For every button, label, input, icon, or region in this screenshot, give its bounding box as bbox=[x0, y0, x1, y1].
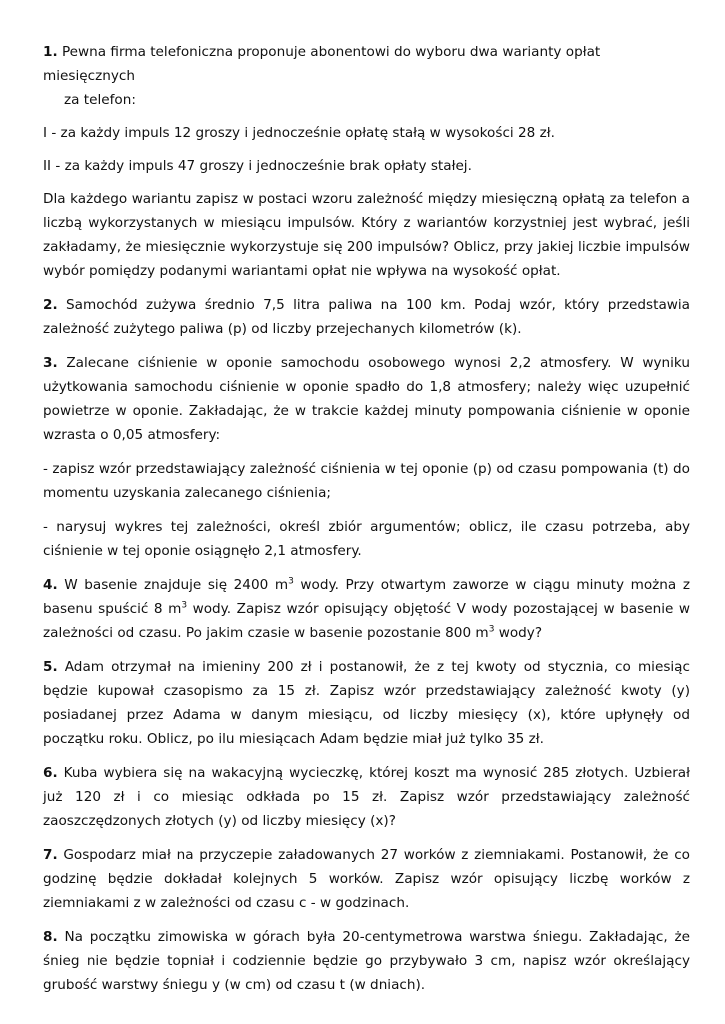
task-number: 1. bbox=[43, 44, 58, 60]
task-text-continued: za telefon: bbox=[64, 92, 136, 108]
task-3-bullet-2: - narysuj wykres tej zależności, określ zbiór argumentów; oblicz, ile czasu potrzeba, aby ciśnienie w tej oponie osiągnęło 2,1 atmosfery. bbox=[43, 519, 690, 559]
task-number: 5. bbox=[43, 659, 58, 675]
task-number: 4. bbox=[43, 577, 58, 593]
task-number: 8. bbox=[43, 929, 58, 945]
task-text: Gospodarz miał na przyczepie załadowanych 27 worków z ziemniakami. Postanowił, że co godzinę będzie dokładał kolejnych 5 worków. Zapisz wzór opisujący liczbę worków z ziemniakami z w zależności od czasu c - w godzinach. bbox=[43, 847, 690, 911]
task-8 bbox=[43, 925, 690, 997]
task-text: Adam otrzymał na imieniny 200 zł i postanowił, że z tej kwoty od stycznia, co miesiąc będzie kupował czasopismo za 15 zł. Zapisz wzór przedstawiający zależność kwoty (y) posiadanej przez Adama w danym miesiącu, od liczby miesięcy (x), które upłynęły od początku roku. Oblicz, po ilu miesiącach Adam będzie miał już tylko 35 zł. bbox=[43, 659, 690, 747]
task-7 bbox=[43, 843, 690, 915]
task-3 bbox=[43, 351, 690, 447]
exponent: 3 bbox=[288, 576, 294, 587]
document-page bbox=[43, 40, 690, 1007]
exponent: 3 bbox=[181, 600, 188, 611]
task-text-d: wody? bbox=[494, 625, 543, 641]
task-text-c: wody. Zapisz wzór opisujący objętość V wody pozostającej w basenie w zależności od czasu. Po jakim czasie w basenie pozostanie 800 m bbox=[43, 601, 690, 641]
task-number: 7. bbox=[43, 847, 58, 863]
exponent: 3 bbox=[488, 624, 495, 635]
task-6 bbox=[43, 761, 690, 833]
task-text: Samochód zużywa średnio 7,5 litra paliwa na 100 km. Podaj wzór, który przedstawia zależność zużytego paliwa (p) od liczby przejechanych kilometrów (k). bbox=[43, 297, 691, 337]
task-text: Zalecane ciśnienie w oponie samochodu osobowego wynosi 2,2 atmosfery. W wyniku użytkowania samochodu ciśnienie w oponie spadło do 1,8 atmosfery; należy więc uzupełnić powietrze w oponie. Zakładając, że w trakcie każdej minuty pompowania ciśnienie w oponie wzrasta o 0,05 atmosfery: bbox=[43, 355, 690, 443]
task-4 bbox=[43, 573, 690, 645]
task-number: 3. bbox=[43, 355, 58, 371]
task-text: Pewna firma telefoniczna proponuje abonentowi do wyboru dwa warianty opłat miesięcznych bbox=[43, 44, 601, 84]
task-text: Kuba wybiera się na wakacyjną wycieczkę, której koszt ma wynosić 285 złotych. Uzbierał już 120 zł i co miesiąc odkłada po 15 zł. Zapisz wzór przedstawiający zależność zaoszczędzonych złotych (y) od liczby miesięcy (x)? bbox=[43, 765, 690, 829]
task-5 bbox=[43, 655, 690, 751]
task-number: 2. bbox=[43, 297, 58, 313]
task-1-question: Dla każdego wariantu zapisz w postaci wzoru zależność między miesięczną opłatą za telefon a liczbą wykorzystanych w miesiącu impulsów. Który z wariantów korzystniej jest wybrać, jeśli zakładamy, że miesięcznie wykorzystuje się 200 impulsów? Oblicz, przy jakiej liczbie impulsów wybór pomiędzy podanymi wariantami opłat nie wpływa na wysokość opłat. bbox=[43, 191, 690, 279]
task-3-bullet-1: - zapisz wzór przedstawiający zależność ciśnienia w tej oponie (p) od czasu pompowania (t) do momentu uzyskania zalecanego ciśnienia; bbox=[43, 461, 690, 501]
task-text: Na początku zimowiska w górach była 20-centymetrowa warstwa śniegu. Zakładając, że śnieg nie będzie topniał i codziennie będzie go przybywało 3 cm, napisz wzór określający grubość warstwy śniegu y (w cm) od czasu t (w dniach). bbox=[43, 929, 691, 993]
task-number: 6. bbox=[43, 765, 58, 781]
task-text-a: W basenie znajduje się 2400 m bbox=[64, 577, 289, 593]
task-2 bbox=[43, 293, 690, 341]
task-1-intro bbox=[43, 40, 690, 112]
task-1-variant-2: II - za każdy impuls 47 groszy i jednocześnie brak opłaty stałej. bbox=[43, 158, 472, 174]
task-1-variant-1: I - za każdy impuls 12 groszy i jednocześnie opłatę stałą w wysokości 28 zł. bbox=[43, 125, 555, 141]
task-text-b: wody. Przy otwartym zaworze w ciągu minuty można z basenu spuścić 8 m bbox=[43, 577, 690, 617]
